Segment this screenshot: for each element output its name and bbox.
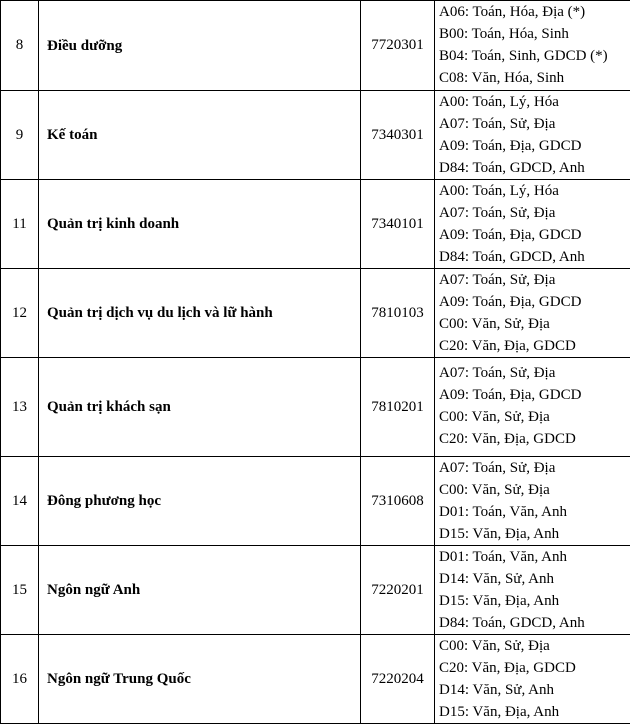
row-number: 16 [1,635,39,724]
table-row [1,180,630,269]
major-code: 7310608 [361,457,435,546]
major-name: Ngôn ngữ Anh [39,546,361,635]
major-code: 7340101 [361,180,435,269]
subject-combinations [435,1,630,91]
major-name: Đông phương học [39,457,361,546]
subject-combination: A00: Toán, Lý, Hóa [439,180,630,202]
subject-combination: D15: Văn, Địa, Anh [439,590,630,612]
major-code: 7810103 [361,269,435,358]
subject-combination: A09: Toán, Địa, GDCD [439,224,630,246]
subject-combination: C00: Văn, Sử, Địa [439,313,630,335]
subject-combination: D14: Văn, Sử, Anh [439,679,630,701]
subject-combination: A07: Toán, Sử, Địa [439,202,630,224]
row-number: 12 [1,269,39,358]
subject-combination: D15: Văn, Địa, Anh [439,523,630,545]
subject-combination: A07: Toán, Sử, Địa [439,362,630,384]
table-row [1,269,630,358]
subject-combination: D84: Toán, GDCD, Anh [439,612,630,634]
subject-combination: D84: Toán, GDCD, Anh [439,157,630,179]
row-number: 14 [1,457,39,546]
subject-combinations [435,269,630,358]
subject-combinations [435,91,630,180]
subject-combination: A09: Toán, Địa, GDCD [439,135,630,157]
row-number: 13 [1,358,39,457]
major-code: 7810201 [361,358,435,457]
subject-combinations [435,358,630,457]
major-name: Quản trị khách sạn [39,358,361,457]
subject-combination: B04: Toán, Sinh, GDCD (*) [439,45,630,67]
subject-combination: D01: Toán, Văn, Anh [439,501,630,523]
row-number: 9 [1,91,39,180]
major-code: 7340301 [361,91,435,180]
subject-combination: A09: Toán, Địa, GDCD [439,384,630,406]
major-name: Điều dưỡng [39,1,361,91]
row-number: 8 [1,1,39,91]
table-row [1,457,630,546]
subject-combination: C00: Văn, Sử, Địa [439,406,630,428]
subject-combinations [435,635,630,724]
table-row [1,358,630,457]
subject-combination: A07: Toán, Sử, Địa [439,113,630,135]
subject-combination: A06: Toán, Hóa, Địa (*) [439,1,630,23]
major-name: Ngôn ngữ Trung Quốc [39,635,361,724]
subject-combination: D15: Văn, Địa, Anh [439,701,630,723]
subject-combination: C20: Văn, Địa, GDCD [439,335,630,357]
row-number: 15 [1,546,39,635]
subject-combination: D84: Toán, GDCD, Anh [439,246,630,268]
table-row [1,91,630,180]
major-name: Quản trị kinh doanh [39,180,361,269]
subject-combination: C00: Văn, Sử, Địa [439,635,630,657]
subject-combinations [435,546,630,635]
subject-combination: A07: Toán, Sử, Địa [439,457,630,479]
subject-combination: C20: Văn, Địa, GDCD [439,657,630,679]
row-number: 11 [1,180,39,269]
subject-combinations [435,457,630,546]
table-row [1,635,630,724]
major-code: 7220204 [361,635,435,724]
subject-combination: A00: Toán, Lý, Hóa [439,91,630,113]
major-code: 7720301 [361,1,435,91]
major-name: Quản trị dịch vụ du lịch và lữ hành [39,269,361,358]
table-row [1,1,630,91]
subject-combination: A09: Toán, Địa, GDCD [439,291,630,313]
subject-combination: B00: Toán, Hóa, Sinh [439,23,630,45]
table-row [1,546,630,635]
majors-table-body [1,1,630,724]
subject-combination: D01: Toán, Văn, Anh [439,546,630,568]
subject-combination: D14: Văn, Sử, Anh [439,568,630,590]
subject-combination: A07: Toán, Sử, Địa [439,269,630,291]
subject-combination: C00: Văn, Sử, Địa [439,479,630,501]
subject-combinations [435,180,630,269]
major-name: Kế toán [39,91,361,180]
subject-combination: C08: Văn, Hóa, Sinh [439,67,630,89]
subject-combination: C20: Văn, Địa, GDCD [439,428,630,450]
major-code: 7220201 [361,546,435,635]
